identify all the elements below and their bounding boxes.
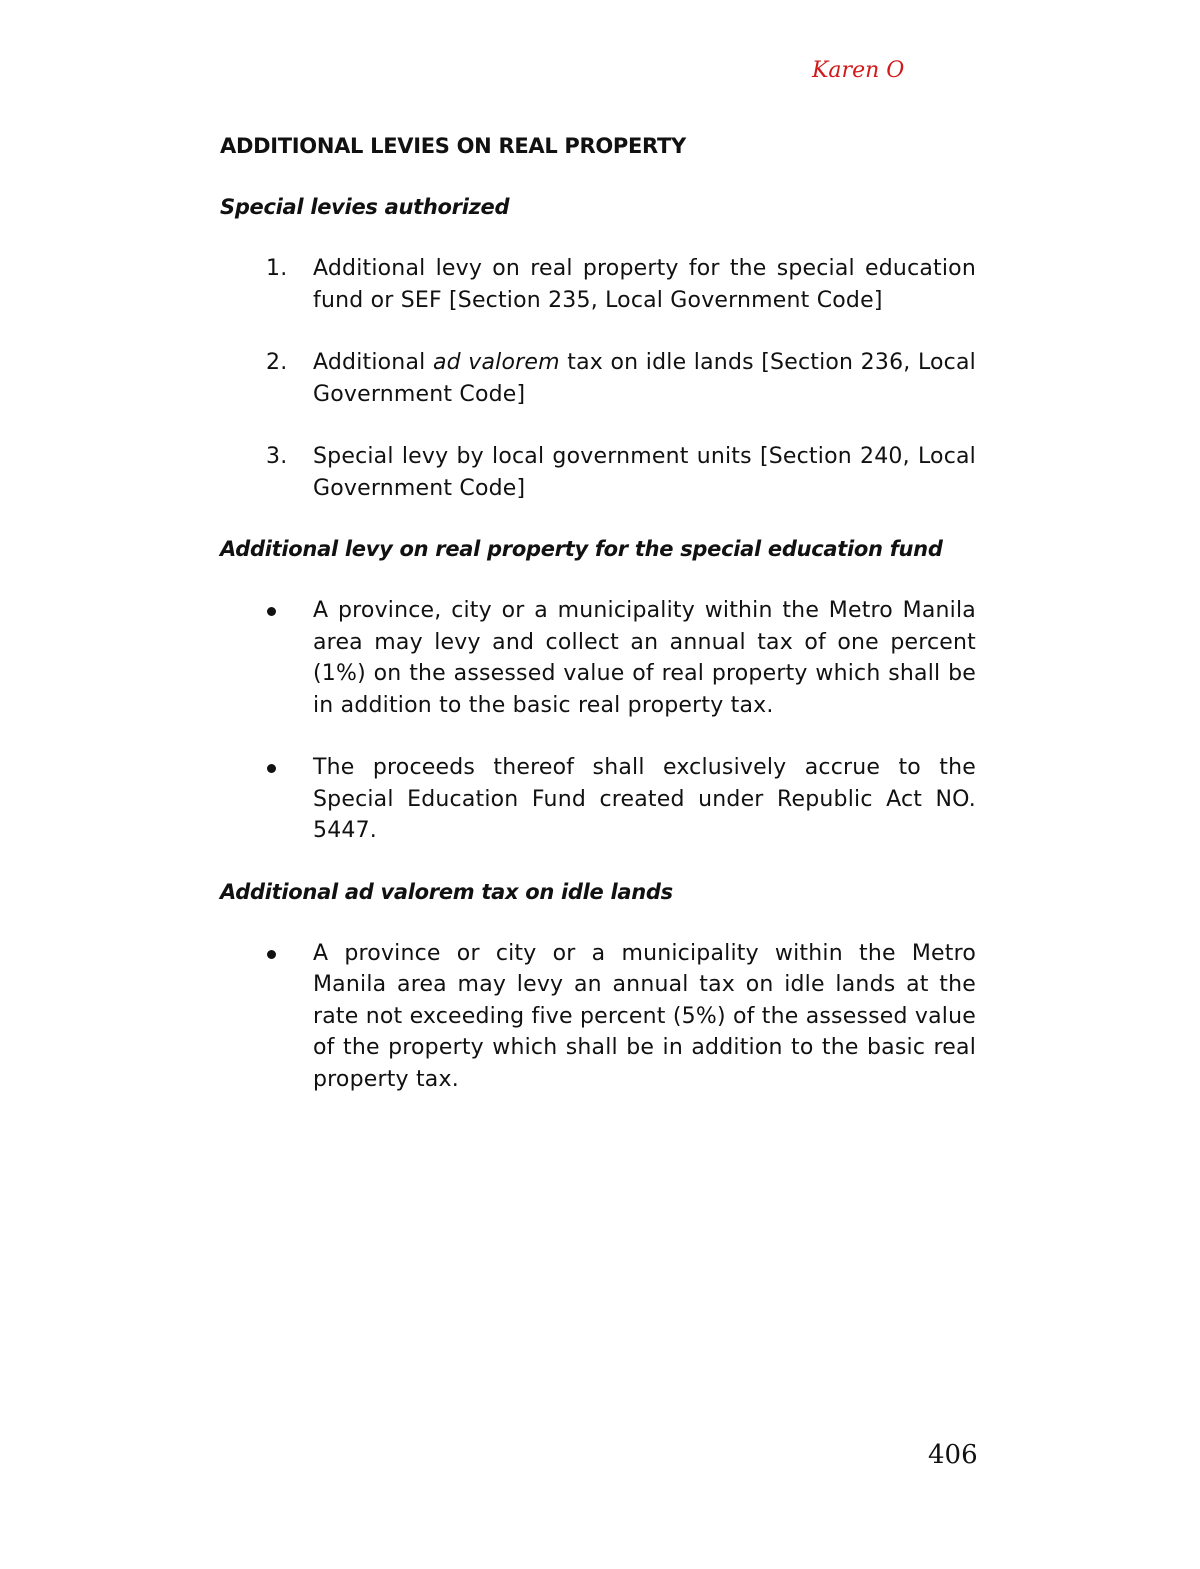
list-item [220,347,976,410]
list-number: 1. [266,256,288,281]
idle-lands-bullet-list [220,938,976,1096]
section-heading-sef: Additional levy on real property for the special education fund [220,537,943,561]
list-item-text: Special levy by local government units [Section 240, Local Government Code] [313,444,976,501]
page-number: 406 [928,1440,978,1470]
page-title: ADDITIONAL LEVIES ON REAL PROPERTY [220,134,686,158]
list-item-text: Additional levy on real property for the special education fund or SEF [Section 235, Local Government Code] [313,256,976,313]
list-item [220,752,976,847]
handwritten-signature: Karen O [812,58,905,83]
list-number: 2. [266,350,288,375]
list-item-text: A province or city or a municipality within the Metro Manila area may levy an annual tax on idle lands at the rate not exceeding five percent (5%) of the assessed value of the property which shall be in addition to the basic real property tax. [313,940,976,1092]
bullet-icon [267,607,276,616]
list-item-text-before: Additional [313,350,433,375]
list-item [220,938,976,1096]
list-item-text-after: tax on idle lands [Section 236, Local Government Code] [313,350,976,407]
bullet-icon [267,764,276,773]
document-content [220,128,976,1107]
list-item-text: A province, city or a municipality within the Metro Manila area may levy and collect an annual tax of one percent (1%) on the assessed value of real property which shall be in addition to the basic real property tax. [313,598,976,718]
bullet-icon [267,950,276,959]
list-item [220,595,976,721]
special-levies-list [220,253,976,504]
sef-bullet-list [220,595,976,847]
list-number: 3. [266,444,288,469]
list-item-text-italic: ad valorem [432,350,560,375]
list-item-text: The proceeds thereof shall exclusively accrue to the Special Education Fund created under Republic Act NO. 5447. [313,755,976,843]
list-item [220,253,976,316]
section-heading-special-levies: Special levies authorized [220,195,510,219]
list-item [220,441,976,504]
section-heading-idle-lands: Additional ad valorem tax on idle lands [220,879,673,904]
